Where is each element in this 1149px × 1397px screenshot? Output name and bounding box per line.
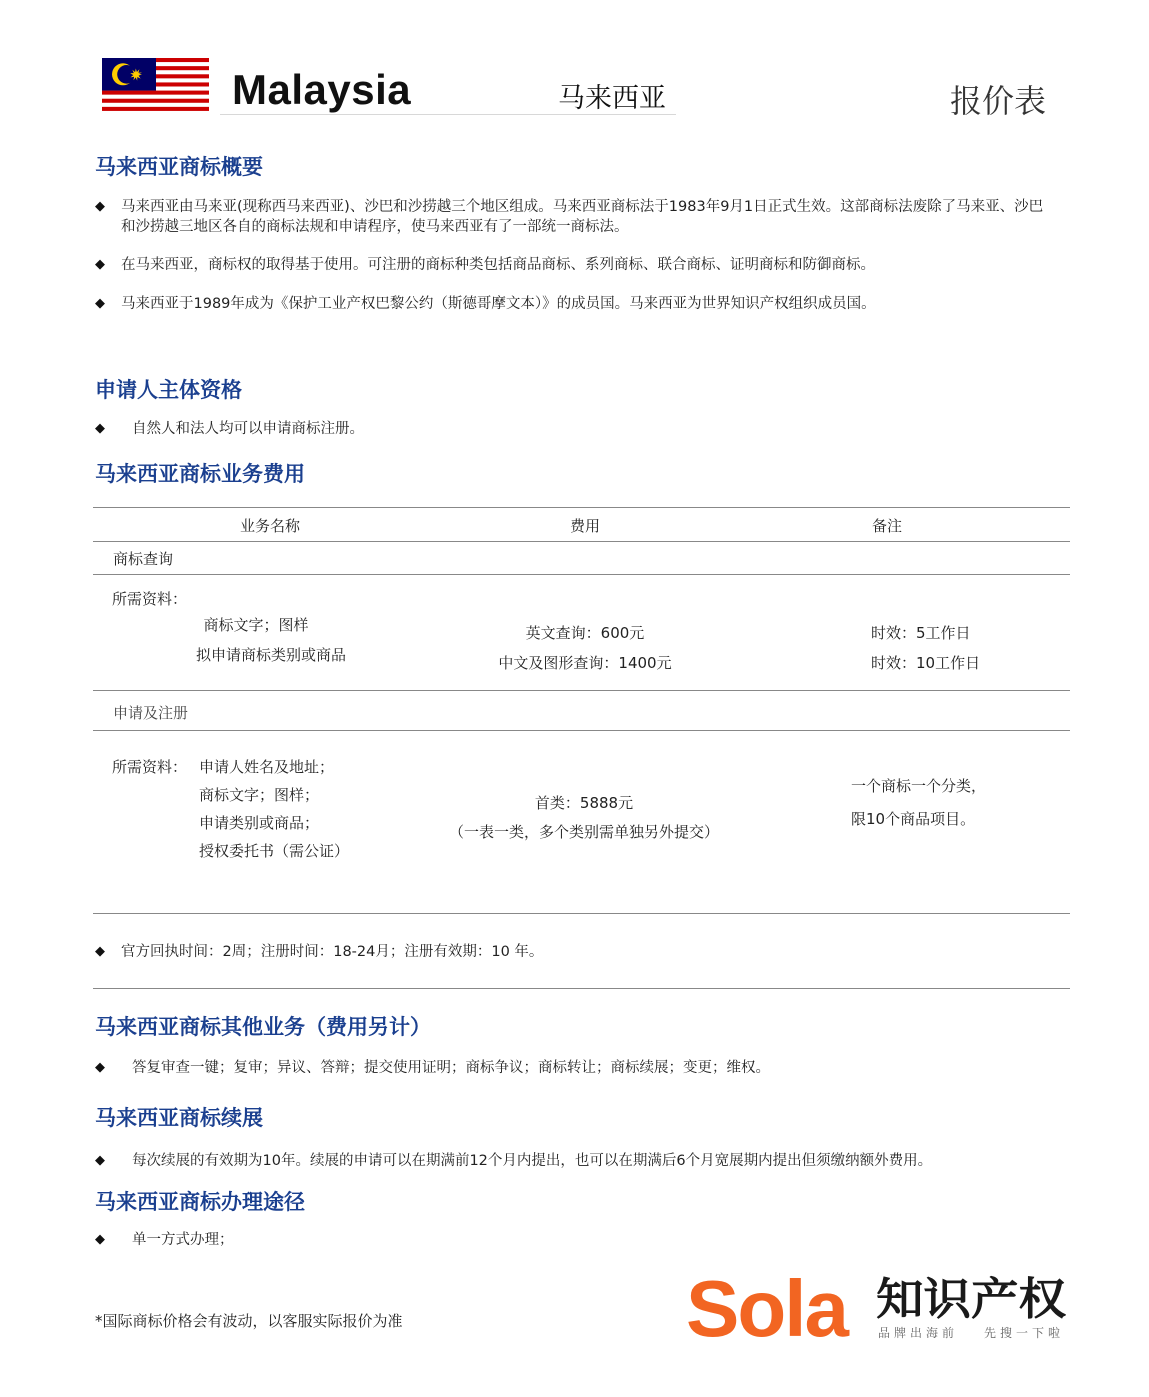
registration-material-item: 申请人姓名及地址； — [199, 758, 335, 776]
search-section-label: 商标查询 — [113, 550, 174, 568]
sola-logo — [686, 1268, 1076, 1344]
page-subtitle: 报价表 — [950, 82, 1047, 120]
timeline-bullet: ◆ 官方回执时间：2周；注册时间：18-24月；注册有效期：10 年。 — [95, 944, 544, 960]
overview-bullet-2: ◆ 在马来西亚，商标权的取得基于使用。可注册的商标种类包括商品商标、系列商标、联合商标、证明商标和防御商标。 — [95, 257, 875, 273]
channel-bullet: ◆ 单一方式办理； — [95, 1232, 234, 1248]
bullet-diamond-icon: ◆ — [95, 1060, 105, 1075]
other-bullet: ◆ 答复审查一键；复审；异议、答辩；提交使用证明；商标争议；商标转让；商标续展；变更；维权。 — [95, 1060, 770, 1076]
overview-bullet-3: ◆ 马来西亚于1989年成为《保护工业产权巴黎公约（斯德哥摩文本）》的成员国。马来西亚为世界知识产权组织成员国。 — [95, 296, 876, 312]
registration-fee-first-class: 首类：5888元 — [534, 794, 634, 812]
column-header-remark: 备注 — [871, 517, 902, 535]
search-fee-chinese: 中文及图形查询：1400元 — [498, 654, 672, 672]
search-material-item: 拟申请商标类别或商品 — [195, 646, 346, 664]
bullet-diamond-icon: ◆ — [95, 199, 105, 214]
page-title-en: Malaysia — [232, 66, 412, 113]
bullet-diamond-icon: ◆ — [95, 944, 105, 959]
column-header-fee: 费用 — [569, 517, 600, 535]
renewal-bullet: ◆ 每次续展的有效期为10年。续展的申请可以在期满前12个月内提出，也可以在期满后6个月宽展期内提出但须缴纳额外费用。 — [95, 1153, 933, 1169]
registration-remark: 一个商标一个分类， — [851, 777, 987, 795]
registration-fee-note: （一表一类，多个类别需单独另外提交） — [448, 823, 719, 841]
table-bottom-rule — [93, 913, 1070, 914]
table-top-rule — [93, 507, 1070, 508]
registration-top-rule — [93, 690, 1070, 691]
overview-bullet-1: ◆ 马来西亚由马来亚(现称西马来西亚)、沙巴和沙捞越三个地区组成。马来西亚商标法于1983年9月1日正式生效。这部商标法废除了马来亚、沙巴和沙捞越三地区各自的商标法规和申请程序，使马来西亚有了一部统一商标法。 — [95, 199, 1044, 235]
search-fee-english: 英文查询：600元 — [525, 624, 645, 642]
fees-heading: 马来西亚商标业务费用 — [95, 462, 305, 486]
title-divider — [220, 114, 676, 115]
logo-slogan-right: 先搜一下啦 — [984, 1326, 1065, 1340]
table-header-rule — [93, 541, 1070, 542]
registration-material-item: 商标文字；图样； — [199, 786, 320, 804]
price-disclaimer: *国际商标价格会有波动，以客服实际报价为准 — [95, 1312, 403, 1330]
applicant-heading: 申请人主体资格 — [95, 378, 242, 402]
search-remark-english: 时效：5工作日 — [871, 624, 971, 642]
search-section-rule — [93, 574, 1070, 575]
bullet-diamond-icon: ◆ — [95, 1153, 105, 1168]
logo-cn: 知识产权 — [876, 1274, 1066, 1325]
channel-heading: 马来西亚商标办理途径 — [95, 1190, 305, 1214]
malaysia-flag-icon — [102, 58, 209, 115]
timeline-rule — [93, 988, 1070, 989]
registration-material-item: 授权委托书（需公证） — [199, 842, 350, 860]
search-material-item: 商标文字；图样 — [203, 616, 309, 634]
registration-section-rule — [93, 730, 1070, 731]
registration-material-item: 申请类别或商品； — [199, 814, 320, 832]
registration-materials-label: 所需资料： — [112, 758, 188, 776]
column-header-service: 业务名称 — [239, 517, 300, 535]
logo-word: Sola — [686, 1268, 847, 1344]
registration-remark: 限10个商品项目。 — [851, 810, 976, 828]
logo-slogan-left: 品牌出海前 — [878, 1326, 959, 1340]
bullet-diamond-icon: ◆ — [95, 296, 105, 311]
registration-section-label: 申请及注册 — [113, 704, 189, 722]
renewal-heading: 马来西亚商标续展 — [95, 1106, 263, 1130]
search-materials-label: 所需资料： — [112, 590, 188, 608]
other-heading: 马来西亚商标其他业务（费用另计） — [95, 1015, 431, 1039]
search-remark-chinese: 时效：10工作日 — [871, 654, 981, 672]
bullet-diamond-icon: ◆ — [95, 1232, 105, 1247]
applicant-bullet: ◆ 自然人和法人均可以申请商标注册。 — [95, 421, 364, 437]
page-title-cn: 马来西亚 — [558, 83, 666, 114]
bullet-diamond-icon: ◆ — [95, 257, 105, 272]
overview-heading: 马来西亚商标概要 — [95, 155, 263, 179]
bullet-diamond-icon: ◆ — [95, 421, 105, 436]
